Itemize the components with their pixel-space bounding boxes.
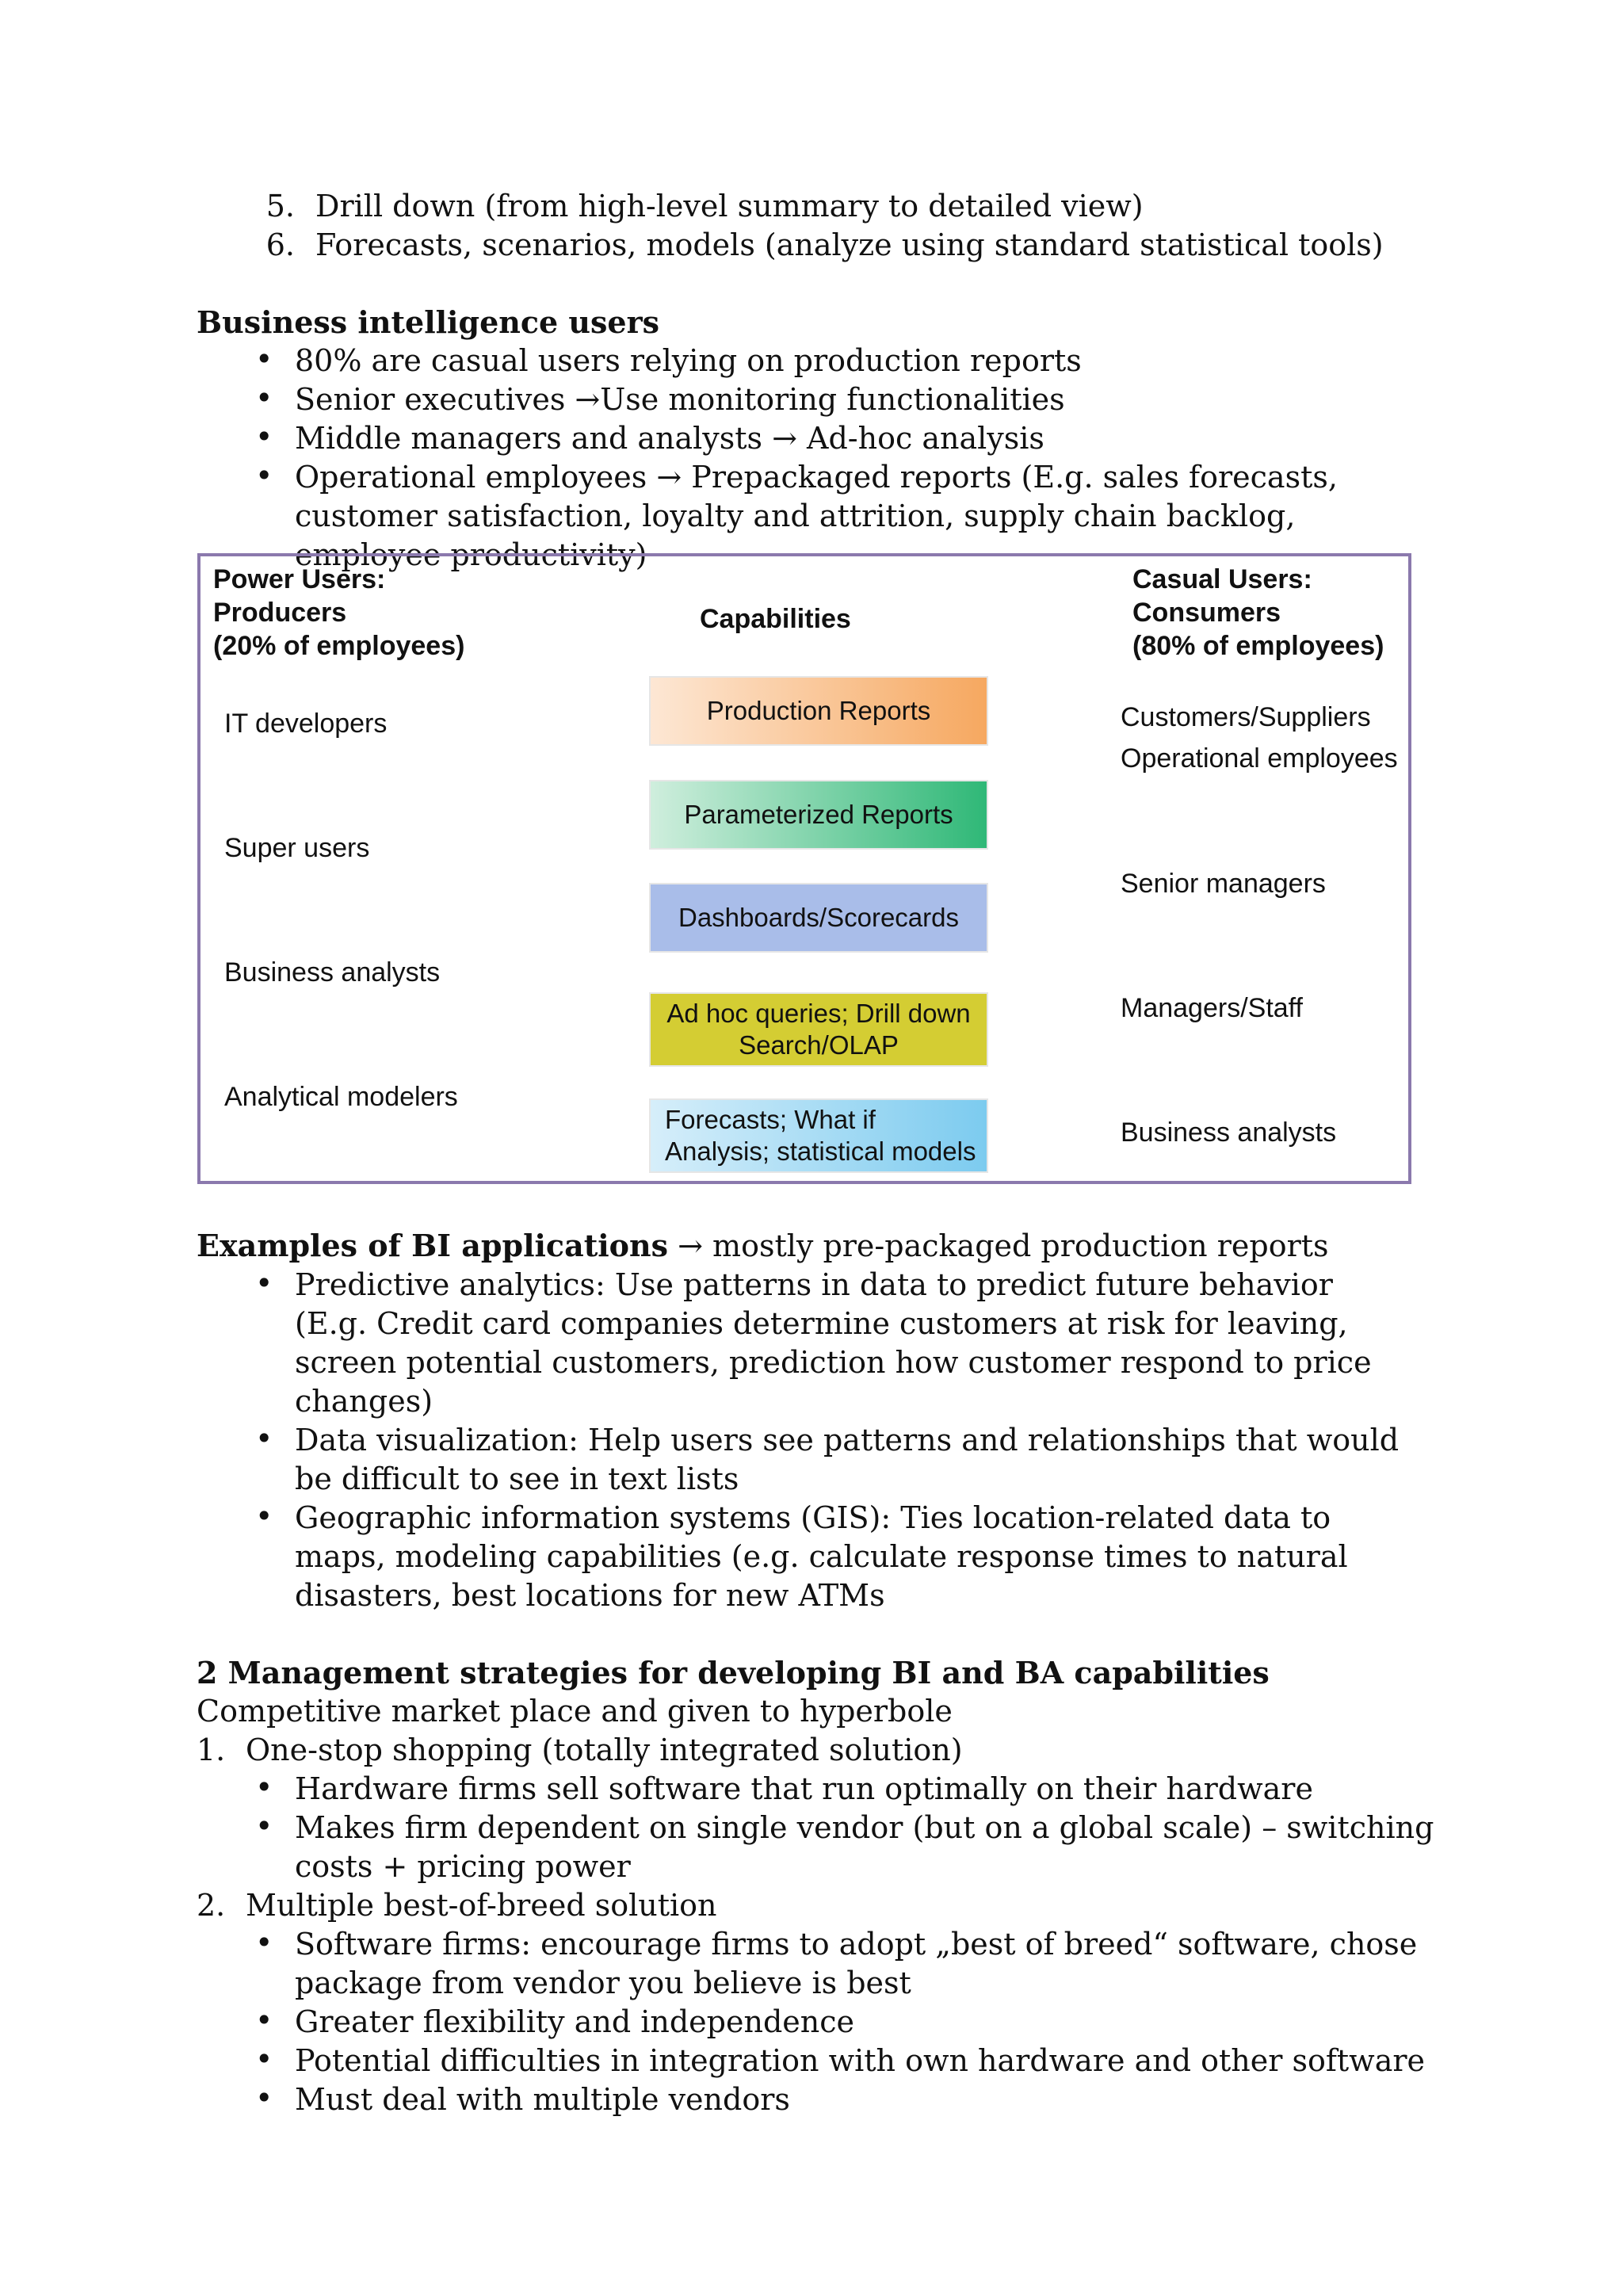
bi-users-list <box>197 342 1433 575</box>
section-heading: Examples of BI applications <box>197 1228 669 1263</box>
list-item <box>197 187 1465 226</box>
bullet: • <box>255 458 273 493</box>
list-text: Geographic information systems (GIS): Ties location-related data to maps, modeling capabilities (e.g. calculate response times to natural disasters, best locations for new ATMs <box>295 1500 1348 1613</box>
list-text: Makes firm dependent on single vendor (but on a global scale) – switching costs + pricing power <box>295 1810 1434 1884</box>
list-item <box>197 1421 1465 1499</box>
header-line: Producers <box>213 598 347 628</box>
capability-box <box>651 678 987 744</box>
list-text: Software firms: encourage firms to adopt „best of breed“ software, chose package from vendor you believe is best <box>295 1927 1418 2000</box>
top-list <box>197 187 1465 265</box>
capability-box <box>651 994 987 1065</box>
list-item <box>197 1499 1465 1615</box>
option-title <box>197 1886 1465 1925</box>
section-heading: Business intelligence users <box>197 304 660 340</box>
casual-user-label: Customers/Suppliers <box>1121 702 1371 732</box>
list-text: Predictive analytics: Use patterns in data to predict future behavior (E.g. Credit card companies determine customers at risk for leaving, screen potential customers, prediction how customer respond to price changes) <box>295 1267 1372 1419</box>
header-line: (80% of employees) <box>1132 631 1384 661</box>
capability-label: Dashboards/Scorecards <box>678 903 959 932</box>
bullet: • <box>255 2042 273 2076</box>
heading-suffix: → mostly pre-packaged production reports <box>668 1228 1329 1263</box>
list-item <box>197 2042 1465 2080</box>
list-number: 6. <box>265 227 295 262</box>
bullet: • <box>255 419 273 454</box>
bullet: • <box>255 1266 273 1301</box>
capability-label: Parameterized Reports <box>684 800 953 829</box>
bullet: • <box>255 1499 273 1534</box>
list-text: Greater flexibility and independence <box>295 2004 855 2039</box>
list-item <box>197 342 1433 380</box>
power-user-label: Business analysts <box>224 957 441 988</box>
bullet: • <box>255 1925 273 1960</box>
list-text: Middle managers and analysts → Ad-hoc analysis <box>295 421 1044 456</box>
list-item <box>197 380 1433 419</box>
capability-label: Production Reports <box>706 696 931 725</box>
bullet: • <box>255 1770 273 1805</box>
bullet: • <box>255 2003 273 2038</box>
option-number: 2. <box>197 1888 226 1923</box>
bullet: • <box>255 342 273 376</box>
power-user-label: IT developers <box>224 709 388 739</box>
list-text: Forecasts, scenarios, models (analyze using standard statistical tools) <box>315 227 1384 262</box>
option-text: Multiple best-of-breed solution <box>246 1888 717 1923</box>
document-page <box>197 187 1465 575</box>
list-text: Potential difficulties in integration with own hardware and other software <box>295 2043 1426 2078</box>
header-line: (20% of employees) <box>213 631 465 661</box>
option-title <box>197 1731 1465 1770</box>
header-line: Power Users: <box>213 564 386 594</box>
bi-apps-list <box>197 1266 1465 1615</box>
capability-line: Analysis; statistical models <box>665 1137 976 1166</box>
header-line: Casual Users: <box>1132 564 1312 594</box>
section-heading: 2 Management strategies for developing BI and BA capabilities <box>197 1655 1270 1690</box>
list-item <box>197 1266 1465 1421</box>
casual-user-label: Managers/Staff <box>1121 993 1303 1023</box>
document-page-lower <box>197 1226 1465 2119</box>
capabilities-header: Capabilities <box>700 604 851 634</box>
list-text: Must deal with multiple vendors <box>295 2082 790 2117</box>
capability-line: Forecasts; What if <box>665 1105 876 1134</box>
casual-user-label: Operational employees <box>1121 743 1398 774</box>
casual-user-label: Business analysts <box>1121 1117 1337 1148</box>
list-item <box>197 2003 1465 2042</box>
section-intro: Competitive market place and given to hyperbole <box>197 1694 953 1729</box>
casual-user-label: Senior managers <box>1121 869 1326 899</box>
bullet: • <box>255 1809 273 1843</box>
power-user-label: Super users <box>224 833 370 863</box>
list-number: 5. <box>265 189 295 223</box>
list-item <box>197 1925 1465 2003</box>
list-item <box>197 2080 1465 2119</box>
bullet: • <box>255 380 273 415</box>
casual-users-header <box>1132 563 1384 663</box>
list-text: 80% are casual users relying on production reports <box>295 343 1082 378</box>
list-item <box>197 226 1465 265</box>
header-line: Consumers <box>1132 598 1281 628</box>
capability-label <box>666 998 970 1061</box>
list-item <box>197 1809 1465 1886</box>
capability-line: Search/OLAP <box>739 1030 899 1060</box>
capability-label <box>665 1104 976 1167</box>
capability-box <box>651 781 987 848</box>
bi-users-figure <box>197 553 1411 1184</box>
list-item <box>197 419 1433 458</box>
list-text: Data visualization: Help users see patterns and relationships that would be difficult to see in text lists <box>295 1423 1400 1496</box>
option-text: One-stop shopping (totally integrated solution) <box>246 1733 963 1767</box>
power-user-label: Analytical modelers <box>224 1082 458 1112</box>
capability-box <box>651 1100 987 1171</box>
option-number: 1. <box>197 1733 226 1767</box>
bullet: • <box>255 2080 273 2115</box>
list-text: Hardware firms sell software that run optimally on their hardware <box>295 1771 1313 1806</box>
list-text: Drill down (from high-level summary to detailed view) <box>315 189 1144 223</box>
capability-line: Ad hoc queries; Drill down <box>666 999 971 1028</box>
power-users-header <box>213 563 464 663</box>
bi-apps-heading-line <box>197 1226 1465 1266</box>
list-text: Operational employees → Prepackaged reports (E.g. sales forecasts, customer satisfaction, loyalty and attrition, supply chain backlog, employee productivity) <box>295 460 1338 572</box>
list-item <box>197 1770 1465 1809</box>
bullet: • <box>255 1421 273 1456</box>
list-text: Senior executives →Use monitoring functionalities <box>295 382 1065 417</box>
capability-box <box>651 884 987 951</box>
